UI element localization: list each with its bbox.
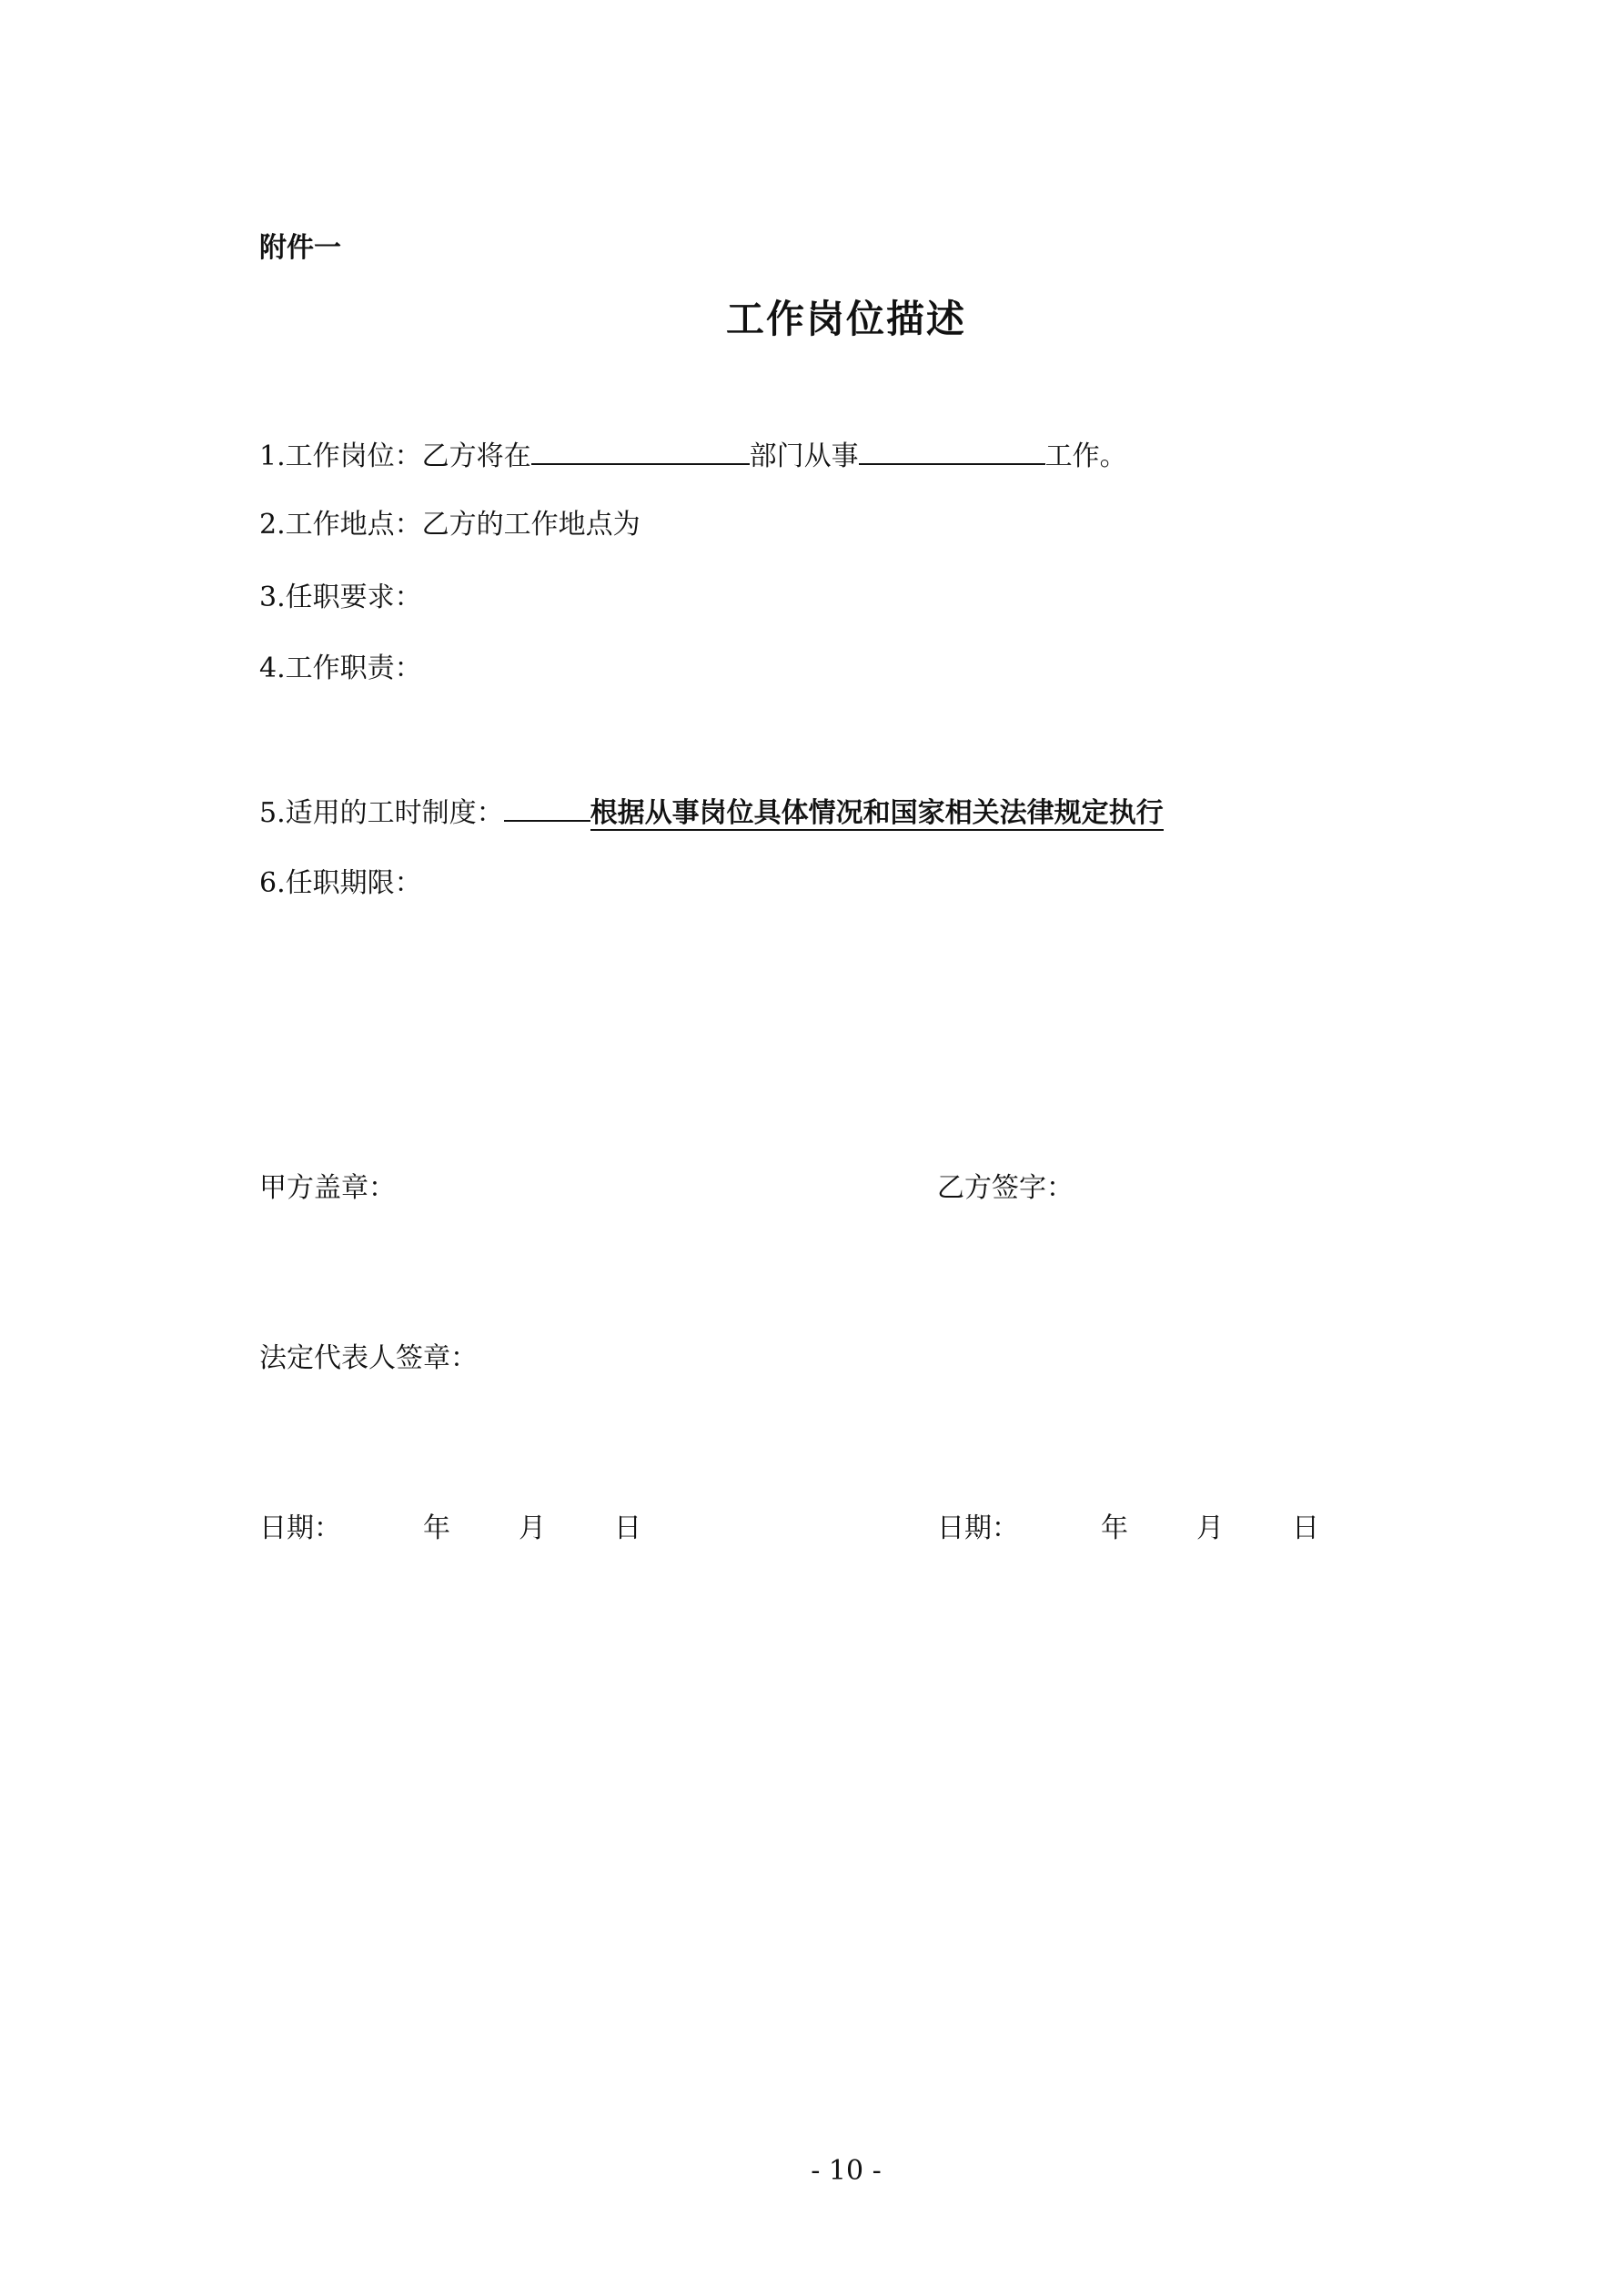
item-term: 6.任职期限： [259, 867, 422, 899]
date-right [937, 1511, 1319, 1547]
date-left-year: 年 [423, 1512, 450, 1544]
date-right-year: 年 [1101, 1512, 1128, 1544]
page-title: 工作岗位描述 [725, 297, 966, 341]
annex-label: 附件一 [259, 232, 341, 264]
item-requirements: 3.任职要求： [259, 582, 422, 613]
date-right-label: 日期： [937, 1512, 1019, 1544]
date-right-day: 日 [1292, 1512, 1319, 1544]
item-work-hours [259, 793, 1164, 832]
item-duties: 4.工作职责： [259, 652, 422, 684]
legal-rep-seal-label: 法定代表人签章： [259, 1342, 478, 1374]
position-middle: 部门从事 [749, 440, 859, 472]
work-hours-label: 5.适用的工时制度： [259, 797, 504, 829]
party-a-seal-label: 甲方盖章： [259, 1172, 396, 1204]
date-left-month: 月 [519, 1512, 546, 1544]
date-right-month: 月 [1196, 1512, 1224, 1544]
item-position [259, 436, 1127, 475]
date-left-label: 日期： [259, 1512, 341, 1544]
department-blank[interactable] [531, 436, 750, 465]
page-number: - 10 - [811, 2155, 882, 2187]
work-hours-lead-blank [504, 793, 590, 822]
work-hours-value: 根据从事岗位具体情况和国家相关法律规定执行 [590, 797, 1164, 829]
job-blank[interactable] [859, 436, 1045, 465]
date-left-day: 日 [614, 1512, 641, 1544]
date-left [259, 1511, 641, 1547]
position-suffix: 工作。 [1044, 440, 1127, 472]
position-prefix: 1.工作岗位：乙方将在 [259, 440, 531, 472]
item-location: 2.工作地点：乙方的工作地点为 [259, 509, 641, 541]
party-b-sign-label: 乙方签字： [937, 1172, 1074, 1204]
